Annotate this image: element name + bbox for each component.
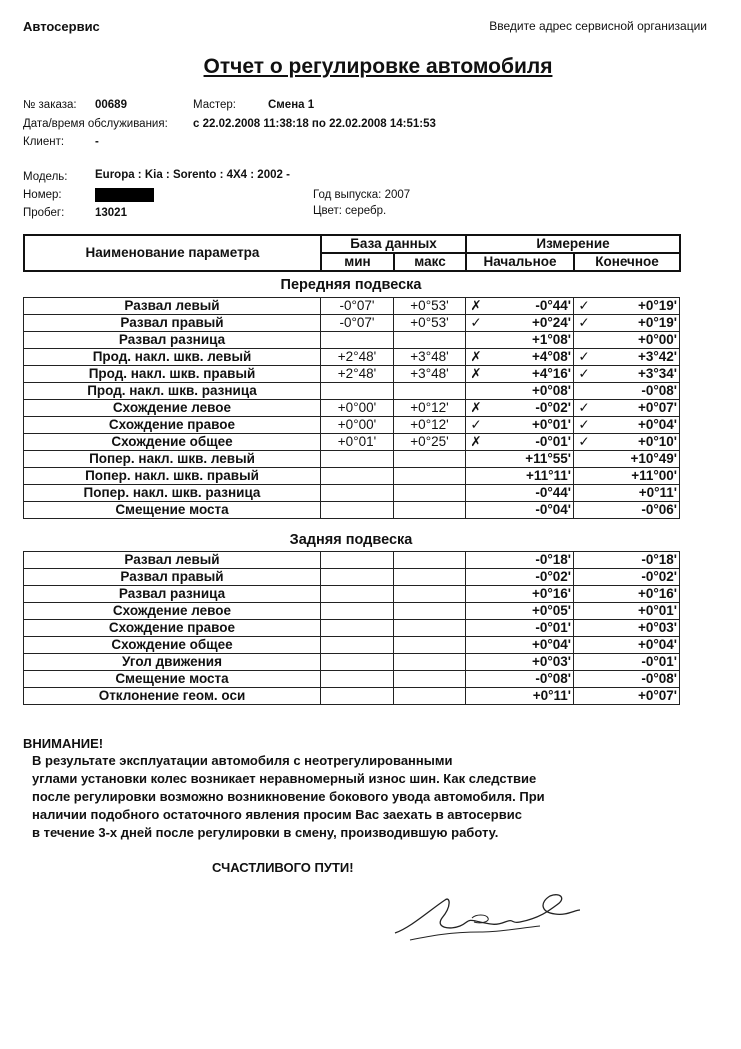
- param-name: Развал левый: [24, 298, 321, 315]
- status-icon: ✓: [470, 417, 482, 432]
- db-min: [321, 383, 394, 400]
- db-max: [394, 654, 466, 671]
- final-cell: [574, 434, 680, 451]
- db-min: -0°07': [321, 298, 394, 315]
- initial-value: +11°11': [525, 468, 571, 483]
- initial-value: -0°04': [535, 502, 571, 517]
- db-min: [321, 552, 394, 569]
- initial-cell: [466, 620, 574, 637]
- initial-cell: [466, 468, 574, 485]
- model-value: Europa : Kia : Sorento : 4X4 : 2002 -: [95, 169, 290, 181]
- param-name: Попер. накл. шкв. левый: [24, 451, 321, 468]
- final-cell: [574, 468, 680, 485]
- initial-cell: [466, 366, 574, 383]
- table-row: [24, 603, 680, 620]
- header-param: Наименование параметра: [24, 235, 321, 271]
- initial-value: -0°08': [535, 671, 571, 686]
- db-max: [394, 637, 466, 654]
- color-value: серебр.: [345, 205, 387, 217]
- final-value: -0°18': [641, 552, 677, 567]
- table-row: [24, 586, 680, 603]
- initial-value: -0°01': [535, 620, 571, 635]
- table-row: [24, 434, 680, 451]
- initial-cell: [466, 586, 574, 603]
- db-max: [394, 620, 466, 637]
- table-row: [24, 417, 680, 434]
- initial-cell: [466, 298, 574, 315]
- table-row: [24, 671, 680, 688]
- final-value: -0°02': [641, 569, 677, 584]
- table-row: [24, 620, 680, 637]
- rear-section-title: Задняя подвеска: [289, 532, 413, 548]
- db-min: [321, 671, 394, 688]
- rear-table: [23, 551, 680, 705]
- param-name: Схождение правое: [24, 620, 321, 637]
- initial-cell: [466, 451, 574, 468]
- final-cell: [574, 315, 680, 332]
- initial-value: +0°04': [531, 637, 571, 652]
- initial-value: -0°01': [535, 434, 571, 449]
- db-max: +0°25': [394, 434, 466, 451]
- final-value: +0°01': [637, 603, 677, 618]
- initial-cell: [466, 417, 574, 434]
- db-max: +3°48': [394, 366, 466, 383]
- final-value: +3°42': [637, 349, 677, 364]
- param-name: Попер. накл. шкв. правый: [24, 468, 321, 485]
- table-row: [24, 485, 680, 502]
- db-max: +0°53': [394, 315, 466, 332]
- client-label: Клиент:: [23, 136, 65, 148]
- db-min: [321, 468, 394, 485]
- final-cell: [574, 332, 680, 349]
- db-max: +3°48': [394, 349, 466, 366]
- header-database: База данных: [321, 235, 466, 253]
- final-cell: [574, 400, 680, 417]
- status-icon: ✗: [470, 298, 482, 313]
- warning-line: углами установки колес возникает неравномерный износ шин. Как следствие: [32, 771, 537, 786]
- db-max: [394, 468, 466, 485]
- header-min: мин: [321, 253, 394, 271]
- final-value: +0°19': [637, 315, 677, 330]
- initial-cell: [466, 654, 574, 671]
- final-value: +0°10': [637, 434, 677, 449]
- initial-value: +4°08': [531, 349, 571, 364]
- master-value: Смена 1: [268, 99, 315, 111]
- db-max: [394, 688, 466, 705]
- param-name: Смещение моста: [24, 671, 321, 688]
- final-value: +0°19': [637, 298, 677, 313]
- param-name: Схождение общее: [24, 434, 321, 451]
- initial-value: +0°16': [531, 586, 571, 601]
- param-name: Развал правый: [24, 569, 321, 586]
- param-name: Развал левый: [24, 552, 321, 569]
- initial-value: +1°08': [531, 332, 571, 347]
- initial-value: +0°11': [532, 688, 571, 703]
- status-icon: ✗: [470, 400, 482, 415]
- final-cell: [574, 485, 680, 502]
- initial-value: -0°44': [535, 485, 571, 500]
- plate-redacted: [95, 188, 154, 202]
- db-max: [394, 332, 466, 349]
- table-row: [24, 569, 680, 586]
- table-header: [23, 234, 681, 272]
- final-value: +0°11': [638, 485, 677, 500]
- initial-cell: [466, 315, 574, 332]
- initial-value: -0°18': [535, 552, 571, 567]
- initial-cell: [466, 502, 574, 519]
- initial-value: +4°16': [531, 366, 571, 381]
- header-measurement: Измерение: [466, 235, 680, 253]
- datetime-label: Дата/время обслуживания:: [23, 118, 168, 130]
- header-initial: Начальное: [466, 253, 574, 271]
- table-row: [24, 688, 680, 705]
- initial-cell: [466, 637, 574, 654]
- final-cell: [574, 349, 680, 366]
- table-row: [24, 654, 680, 671]
- final-cell: [574, 383, 680, 400]
- final-value: +0°00': [637, 332, 677, 347]
- final-cell: [574, 502, 680, 519]
- status-icon: ✓: [578, 366, 590, 381]
- db-min: +2°48': [321, 366, 394, 383]
- order-number: 00689: [95, 99, 127, 111]
- db-min: [321, 620, 394, 637]
- param-name: Прод. накл. шкв. левый: [24, 349, 321, 366]
- db-min: [321, 603, 394, 620]
- order-number-label: № заказа:: [23, 99, 77, 111]
- final-cell: [574, 603, 680, 620]
- table-row: [24, 349, 680, 366]
- final-value: +0°16': [637, 586, 677, 601]
- db-min: +0°00': [321, 400, 394, 417]
- table-row: [24, 315, 680, 332]
- db-min: [321, 332, 394, 349]
- db-min: -0°07': [321, 315, 394, 332]
- status-icon: ✓: [470, 315, 482, 330]
- param-name: Схождение общее: [24, 637, 321, 654]
- initial-cell: [466, 603, 574, 620]
- final-cell: [574, 569, 680, 586]
- initial-value: -0°44': [535, 298, 571, 313]
- final-cell: [574, 654, 680, 671]
- db-max: [394, 451, 466, 468]
- initial-value: -0°02': [535, 400, 571, 415]
- front-table: [23, 297, 680, 519]
- param-name: Схождение левое: [24, 603, 321, 620]
- db-max: [394, 603, 466, 620]
- final-cell: [574, 637, 680, 654]
- initial-value: +0°08': [531, 383, 571, 398]
- color-label: Цвет: серебр.: [313, 205, 387, 217]
- front-section-title: Передняя подвеска: [280, 277, 422, 293]
- table-row: [24, 451, 680, 468]
- db-max: +0°53': [394, 298, 466, 315]
- final-cell: [574, 620, 680, 637]
- model-label: Модель:: [23, 171, 68, 183]
- status-icon: ✓: [578, 400, 590, 415]
- status-icon: ✓: [578, 434, 590, 449]
- db-min: [321, 586, 394, 603]
- mileage-label: Пробег:: [23, 207, 65, 219]
- master-label: Мастер:: [193, 99, 236, 111]
- initial-value: +11°55': [525, 451, 571, 466]
- param-name: Отклонение геом. оси: [24, 688, 321, 705]
- initial-cell: [466, 671, 574, 688]
- table-row: [24, 552, 680, 569]
- db-min: +2°48': [321, 349, 394, 366]
- param-name: Попер. накл. шкв. разница: [24, 485, 321, 502]
- warning-line: В результате эксплуатации автомобиля с неотрегулированными: [32, 753, 453, 768]
- final-value: +0°07': [637, 400, 677, 415]
- initial-cell: [466, 552, 574, 569]
- db-max: [394, 671, 466, 688]
- db-min: +0°01': [321, 434, 394, 451]
- initial-cell: [466, 688, 574, 705]
- report-title: Отчет о регулировке автомобиля: [203, 55, 553, 78]
- plate-label: Номер:: [23, 189, 62, 201]
- final-cell: [574, 586, 680, 603]
- table-row: [24, 468, 680, 485]
- param-name: Прод. накл. шкв. правый: [24, 366, 321, 383]
- db-min: [321, 688, 394, 705]
- table-row: [24, 366, 680, 383]
- final-cell: [574, 552, 680, 569]
- initial-value: +0°05': [531, 603, 571, 618]
- status-icon: ✓: [578, 315, 590, 330]
- farewell-text: СЧАСТЛИВОГО ПУТИ!: [212, 860, 354, 875]
- db-min: [321, 637, 394, 654]
- db-max: [394, 383, 466, 400]
- initial-cell: [466, 332, 574, 349]
- warning-line: наличии подобного остаточного явления просим Вас заехать в автосервис: [32, 807, 522, 822]
- client-value: -: [95, 136, 99, 148]
- initial-value: -0°02': [535, 569, 571, 584]
- initial-cell: [466, 383, 574, 400]
- status-icon: ✓: [578, 349, 590, 364]
- final-value: +11°00': [631, 468, 677, 483]
- initial-value: +0°01': [531, 417, 571, 432]
- status-icon: ✗: [470, 434, 482, 449]
- initial-cell: [466, 349, 574, 366]
- table-row: [24, 400, 680, 417]
- datetime-value: с 22.02.2008 11:38:18 по 22.02.2008 14:51:53: [193, 118, 436, 130]
- final-value: +0°04': [637, 417, 677, 432]
- status-icon: ✗: [470, 366, 482, 381]
- warning-title: ВНИМАНИЕ!: [23, 736, 104, 751]
- final-value: +3°34': [637, 366, 677, 381]
- warning-text: [32, 752, 652, 842]
- db-min: [321, 451, 394, 468]
- final-value: +0°04': [637, 637, 677, 652]
- initial-cell: [466, 569, 574, 586]
- final-cell: [574, 688, 680, 705]
- param-name: Смещение моста: [24, 502, 321, 519]
- db-max: +0°12': [394, 400, 466, 417]
- header-max: макс: [394, 253, 466, 271]
- initial-cell: [466, 434, 574, 451]
- final-value: +10°49': [630, 451, 677, 466]
- param-name: Схождение левое: [24, 400, 321, 417]
- table-row: [24, 332, 680, 349]
- final-cell: [574, 671, 680, 688]
- db-min: [321, 485, 394, 502]
- db-max: [394, 485, 466, 502]
- table-row: [24, 637, 680, 654]
- db-max: [394, 502, 466, 519]
- param-name: Развал разница: [24, 332, 321, 349]
- final-cell: [574, 417, 680, 434]
- db-min: +0°00': [321, 417, 394, 434]
- final-value: -0°08': [641, 671, 677, 686]
- final-cell: [574, 298, 680, 315]
- company-name: Автосервис: [23, 19, 100, 34]
- table-row: [24, 298, 680, 315]
- final-value: -0°06': [641, 502, 677, 517]
- db-max: [394, 569, 466, 586]
- param-name: Угол движения: [24, 654, 321, 671]
- initial-value: +0°03': [531, 654, 571, 669]
- year-label: Год выпуска: 2007: [313, 189, 411, 201]
- status-icon: ✓: [578, 298, 590, 313]
- db-min: [321, 502, 394, 519]
- mileage-value: 13021: [95, 207, 127, 219]
- address-placeholder: Введите адрес сервисной организации: [489, 19, 707, 33]
- param-name: Развал разница: [24, 586, 321, 603]
- signature-drawing: [390, 888, 590, 948]
- final-value: +0°03': [637, 620, 677, 635]
- table-row: [24, 383, 680, 400]
- final-cell: [574, 451, 680, 468]
- param-name: Схождение правое: [24, 417, 321, 434]
- header-final: Конечное: [574, 253, 680, 271]
- db-max: [394, 586, 466, 603]
- param-name: Прод. накл. шкв. разница: [24, 383, 321, 400]
- final-value: +0°07': [637, 688, 677, 703]
- initial-value: +0°24': [531, 315, 571, 330]
- initial-cell: [466, 400, 574, 417]
- status-icon: ✗: [470, 349, 482, 364]
- year-value: 2007: [384, 189, 411, 201]
- warning-line: после регулировки возможно возникновение бокового увода автомобиля. При: [32, 789, 545, 804]
- db-max: [394, 552, 466, 569]
- status-icon: ✓: [578, 417, 590, 432]
- final-value: -0°08': [641, 383, 677, 398]
- param-name: Развал правый: [24, 315, 321, 332]
- warning-line: в течение 3-х дней после регулировки в смену, производившую работу.: [32, 825, 499, 840]
- db-max: +0°12': [394, 417, 466, 434]
- initial-cell: [466, 485, 574, 502]
- db-min: [321, 569, 394, 586]
- final-value: -0°01': [641, 654, 677, 669]
- db-min: [321, 654, 394, 671]
- table-row: [24, 502, 680, 519]
- final-cell: [574, 366, 680, 383]
